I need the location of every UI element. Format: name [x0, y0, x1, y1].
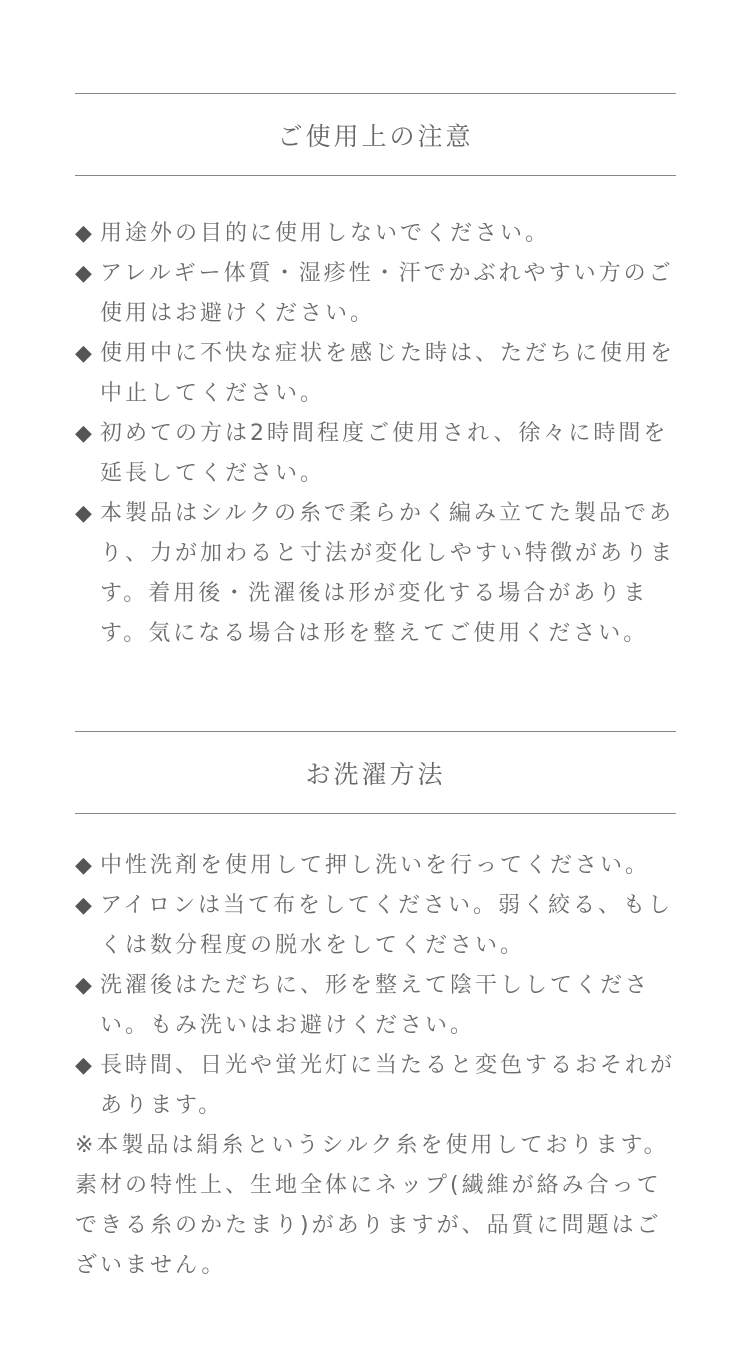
list-item	[75, 966, 676, 1046]
caution-title: ご使用上の注意	[277, 121, 474, 151]
washing-list	[75, 846, 676, 1126]
item-text: 洗濯後はただちに、形を整えて陰干ししてください。もみ洗いはお避けください。	[100, 973, 651, 1038]
washing-section	[75, 731, 676, 1286]
item-text: 長時間、日光や蛍光灯に当たると変色するおそれがあります。	[100, 1053, 676, 1118]
list-item	[75, 214, 676, 254]
list-item	[75, 254, 676, 334]
caution-section	[75, 93, 676, 654]
washing-title: お洗濯方法	[305, 759, 446, 789]
diamond-bullet-icon: ◆	[75, 1053, 92, 1078]
diamond-bullet-icon: ◆	[75, 221, 92, 246]
diamond-bullet-icon: ◆	[75, 893, 92, 918]
item-text: 用途外の目的に使用しないでください。	[100, 221, 551, 246]
caution-list	[75, 214, 676, 654]
diamond-bullet-icon: ◆	[75, 501, 92, 526]
list-item	[75, 414, 676, 494]
diamond-bullet-icon: ◆	[75, 421, 92, 446]
diamond-bullet-icon: ◆	[75, 853, 92, 878]
list-item	[75, 1046, 676, 1126]
list-item	[75, 886, 676, 966]
silk-note: ※本製品は絹糸というシルク糸を使用しております。素材の特性上、生地全体にネップ(繊維が絡み合ってできる糸のかたまり)がありますが、品質に問題はございません。	[75, 1133, 669, 1278]
list-item	[75, 846, 676, 886]
diamond-bullet-icon: ◆	[75, 973, 92, 998]
item-text: 中性洗剤を使用して押し洗いを行ってください。	[100, 853, 651, 878]
diamond-bullet-icon: ◆	[75, 341, 92, 366]
item-text: 使用中に不快な症状を感じた時は、ただちに使用を中止してください。	[100, 341, 676, 406]
caution-header	[75, 93, 676, 176]
list-item	[75, 334, 676, 414]
item-text: 本製品はシルクの糸で柔らかく編み立てた製品であり、力が加わると寸法が変化しやすい特徴があります。着用後・洗濯後は形が変化する場合があります。気になる場合は形を整えてご使用ください。	[100, 501, 676, 646]
item-text: アレルギー体質・湿疹性・汗でかぶれやすい方のご使用はお避けください。	[100, 261, 674, 326]
item-text: アイロンは当て布をしてください。弱く絞る、もしくは数分程度の脱水をしてください。	[100, 893, 674, 958]
list-item	[75, 494, 676, 654]
diamond-bullet-icon: ◆	[75, 261, 92, 286]
washing-header	[75, 731, 676, 814]
item-text: 初めての方は2時間程度ご使用され、徐々に時間を延長してください。	[100, 421, 669, 486]
